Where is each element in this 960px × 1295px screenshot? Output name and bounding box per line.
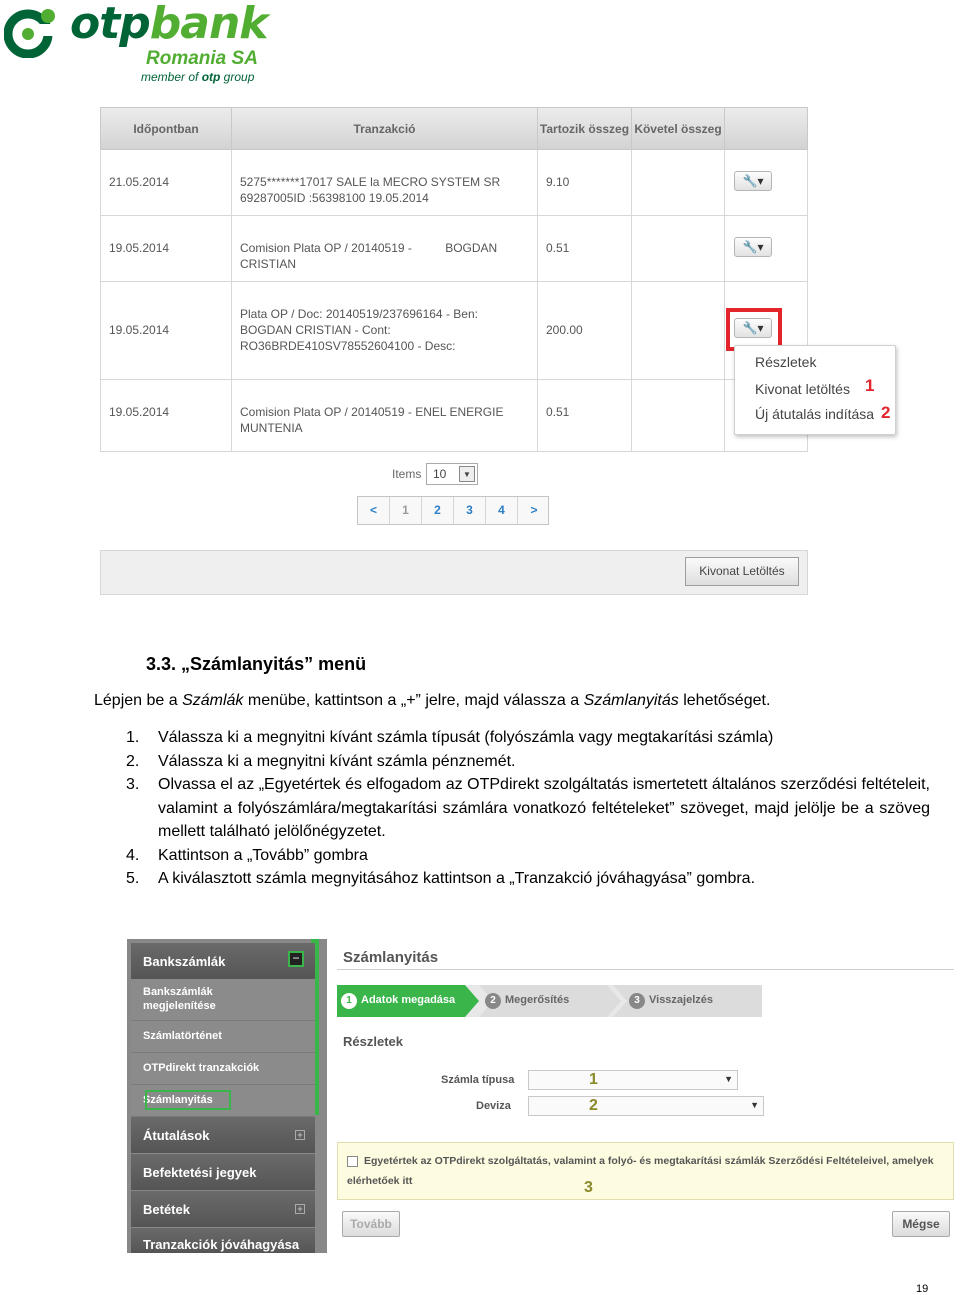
pagination-page-3[interactable]: 3 <box>454 497 486 524</box>
row-amount: 200.00 <box>546 323 583 337</box>
step-label: Visszajelzés <box>649 994 714 1006</box>
header-transaction[interactable]: Tranzakció <box>232 108 538 151</box>
table-row <box>101 282 807 380</box>
sidebar-subitem-label: Számlatörténet <box>143 1030 222 1042</box>
sidebar-subitem-history[interactable] <box>131 1021 315 1053</box>
list-text: Válassza ki a megnyitni kívánt számla pénznemét. <box>158 752 516 770</box>
cell-date <box>101 380 232 451</box>
pagination-page-2[interactable]: 2 <box>422 497 454 524</box>
cell-debit <box>538 216 632 281</box>
row-desc-line2: MUNTENIA <box>240 421 303 435</box>
account-type-select[interactable] <box>528 1070 738 1090</box>
list-text: Válassza ki a megnyitni kívánt számla típusát (folyószámla vagy megtakarítási számla) <box>158 729 774 746</box>
logo-member-prefix: member of <box>141 70 202 84</box>
menu-item-new-transfer[interactable]: Új átutalás indítása <box>755 406 875 422</box>
cell-credit <box>632 282 725 379</box>
table-header <box>100 107 808 150</box>
header-date[interactable]: Időpontban <box>101 108 232 151</box>
pagination-next[interactable]: > <box>530 503 538 517</box>
terms-checkbox[interactable] <box>347 1156 358 1167</box>
currency-select[interactable] <box>528 1096 764 1116</box>
cell-date <box>101 282 232 379</box>
row-amount: 9.10 <box>546 175 570 189</box>
title-divider <box>337 969 954 970</box>
row-desc-line1: Comision Plata OP / 20140519 - ENEL ENERGIE <box>240 405 504 419</box>
logo-subtitle: Romania SA <box>146 48 258 69</box>
list-item <box>94 726 930 750</box>
terms-text: Egyetértek az OTPdirekt szolgáltatás, valamint a folyó- és megtakarítási számlák Szerződési Feltételeivel, amelyek <box>364 1155 934 1167</box>
intro-paragraph <box>94 692 770 710</box>
list-item <box>94 773 930 844</box>
table-footer-bar <box>100 550 808 595</box>
cell-desc <box>232 150 538 215</box>
cell-credit <box>632 380 725 451</box>
account-type-label: Számla típusa <box>441 1074 515 1086</box>
header-credit[interactable]: Követel összeg <box>632 108 725 151</box>
row-tools-dropdown <box>734 345 896 435</box>
row-desc-line1: 5275*******17017 SALE la MECRO SYSTEM SR <box>240 175 501 189</box>
row-desc-line1: Plata OP / Doc: 20140519/237696164 - Ben: <box>240 307 478 321</box>
callout-number-2: 2 <box>881 403 891 422</box>
row-tools-button[interactable] <box>734 237 772 257</box>
statement-download-button[interactable]: Kivonat Letöltés <box>685 557 799 586</box>
sidebar-item-label: Betétek <box>143 1202 190 1217</box>
collapse-icon[interactable]: − <box>288 951 304 967</box>
expand-icon: + <box>295 1204 305 1214</box>
table-row <box>101 380 807 452</box>
logo-member-brand: otp <box>201 70 221 84</box>
intro-part-italic: Számlanyitás <box>583 692 679 709</box>
cell-desc <box>232 380 538 451</box>
page-number: 19 <box>916 1283 929 1295</box>
sidebar-subitem-label: OTPdirekt tranzakciók <box>143 1062 260 1074</box>
callout-number-3: 3 <box>584 1179 593 1196</box>
terms-box <box>337 1142 954 1200</box>
cancel-button[interactable]: Mégse <box>892 1211 950 1237</box>
row-desc-line2: CRISTIAN <box>240 257 297 271</box>
sidebar-item-label: Bankszámlák <box>143 954 226 969</box>
currency-label: Deviza <box>476 1100 511 1112</box>
callout-number-1: 1 <box>865 376 875 395</box>
sidebar-item-approvals[interactable] <box>131 1228 315 1253</box>
list-item <box>94 750 930 774</box>
intro-part: lehetőséget. <box>678 692 771 709</box>
wrench-icon: 🔧▾ <box>742 321 764 335</box>
table-row <box>101 216 807 282</box>
row-amount: 0.51 <box>546 241 570 255</box>
transaction-rows <box>100 150 808 452</box>
row-date: 19.05.2014 <box>109 405 170 419</box>
panel-title: Számlanyitás <box>343 949 439 966</box>
sidebar-subitem-otpdirekt[interactable] <box>131 1053 315 1085</box>
pagination-page-1[interactable]: 1 <box>390 497 422 524</box>
step-number: 1 <box>341 993 357 1009</box>
pagination-page-4[interactable]: 4 <box>486 497 518 524</box>
account-opening-panel <box>337 939 954 1253</box>
cell-desc <box>232 216 538 281</box>
items-per-page-value: 10 <box>433 467 447 481</box>
row-desc-line2: 69287005ID :56398100 19.05.2014 <box>240 191 429 205</box>
terms-link[interactable]: elérhetőek itt <box>347 1175 413 1187</box>
step-label: Megerősítés <box>505 994 570 1006</box>
row-date: 19.05.2014 <box>109 241 170 255</box>
row-amount: 0.51 <box>546 405 570 419</box>
sidebar-subitem-show-accounts[interactable] <box>131 979 315 1021</box>
chevron-down-icon: ▼ <box>459 466 475 482</box>
sidebar-item-label: Átutalások <box>143 1128 210 1143</box>
list-number: 1. <box>126 729 140 746</box>
intro-part-italic: Számlák <box>182 692 244 709</box>
list-number: 4. <box>126 846 140 864</box>
active-item-highlight <box>145 1090 231 1110</box>
logo-word-otp: otp <box>70 0 150 49</box>
sidebar-item-label: Befektetési jegyek <box>143 1165 257 1180</box>
otpbank-logo <box>4 0 268 84</box>
sidebar-subitem-label: Számlanyitás <box>143 1094 213 1106</box>
expand-icon: + <box>295 1130 305 1140</box>
list-item <box>94 844 930 868</box>
list-number: 2. <box>126 752 140 770</box>
callout-number-2: 2 <box>589 1097 598 1114</box>
intro-part: Lépjen be a <box>94 692 183 709</box>
logo-member-suffix: group <box>220 70 255 84</box>
cell-date <box>101 150 232 215</box>
row-desc-line2: BOGDAN CRISTIAN - Cont: <box>240 323 391 337</box>
list-text: Olvassa el az „Egyetértek és elfogadom az OTPdirekt szolgáltatás ismertetett általános szerződési feltételeit, valamint a folyószámlára/megtakarítási számlára vonatkozó feltételeket” szöveget, majd jelölje be a szöveg mellett található jelölőnégyzetet. <box>158 776 930 840</box>
transactions-screenshot <box>100 107 891 595</box>
list-text: Kattintson a „Tovább” gombra <box>158 846 368 864</box>
list-item <box>94 867 930 891</box>
cell-debit <box>538 150 632 215</box>
cell-debit <box>538 282 632 379</box>
step-label: Adatok megadása <box>361 994 456 1006</box>
section-title: 3.3. „Számlanyitás” menü <box>146 654 367 674</box>
list-text: A kiválasztott számla megnyitásához kattintson a „Tranzakció jóváhagyása” gombra. <box>158 870 756 887</box>
cell-date <box>101 216 232 281</box>
row-desc-line1: Comision Plata OP / 20140519 - BOGDAN <box>240 241 498 255</box>
wrench-icon: 🔧▾ <box>742 240 764 254</box>
sidebar-item-deposits[interactable] <box>131 1191 315 1227</box>
step-number: 2 <box>485 993 501 1009</box>
wizard-steps <box>337 985 762 1017</box>
row-tools-button[interactable] <box>734 171 772 191</box>
logo-word-bank: bank <box>149 0 268 49</box>
row-date: 21.05.2014 <box>109 175 170 189</box>
intro-part: menübe, kattintson a „+” jelre, majd válassza a <box>243 692 584 709</box>
pagination <box>357 496 549 525</box>
menu-item-details[interactable]: Részletek <box>755 354 817 370</box>
table-row <box>101 150 807 216</box>
logo-wordmark <box>70 0 268 49</box>
otp-logo-icon <box>4 6 60 58</box>
details-subtitle: Részletek <box>343 1034 403 1049</box>
cell-debit <box>538 380 632 451</box>
list-number: 5. <box>126 870 140 887</box>
cell-credit <box>632 216 725 281</box>
sidebar-item-investment-funds[interactable] <box>131 1154 315 1190</box>
sidebar-subitem-label: Bankszámlák megjelenítése <box>143 986 216 1012</box>
chevron-down-icon: ▼ <box>750 1100 759 1110</box>
header-debit[interactable]: Tartozik összeg <box>538 108 632 151</box>
items-per-page-select[interactable] <box>426 463 478 485</box>
items-per-page-label: Items <box>392 467 422 481</box>
list-number: 3. <box>126 776 140 793</box>
row-desc-line3: RO36BRDE410SV78552604100 - Desc: <box>240 339 456 353</box>
wrench-icon: 🔧▾ <box>742 174 764 188</box>
menu-item-statement-download[interactable]: Kivonat letöltés <box>755 381 850 397</box>
account-opening-screenshot <box>127 939 954 1253</box>
row-date: 19.05.2014 <box>109 323 170 337</box>
sidebar-item-transfers[interactable] <box>131 1117 315 1153</box>
step-number: 3 <box>629 993 645 1009</box>
sidebar <box>127 939 327 1253</box>
logo-member-line <box>141 70 254 84</box>
pagination-prev[interactable]: < <box>358 497 390 524</box>
callout-number-1: 1 <box>589 1071 598 1088</box>
row-tools-button-active[interactable] <box>734 318 772 338</box>
instruction-list <box>94 726 930 891</box>
cell-credit <box>632 150 725 215</box>
chevron-down-icon: ▼ <box>724 1074 733 1084</box>
sidebar-item-label: Tranzakciók jóváhagyása <box>143 1237 300 1252</box>
cell-desc <box>232 282 538 379</box>
next-button[interactable]: Tovább <box>342 1211 400 1237</box>
